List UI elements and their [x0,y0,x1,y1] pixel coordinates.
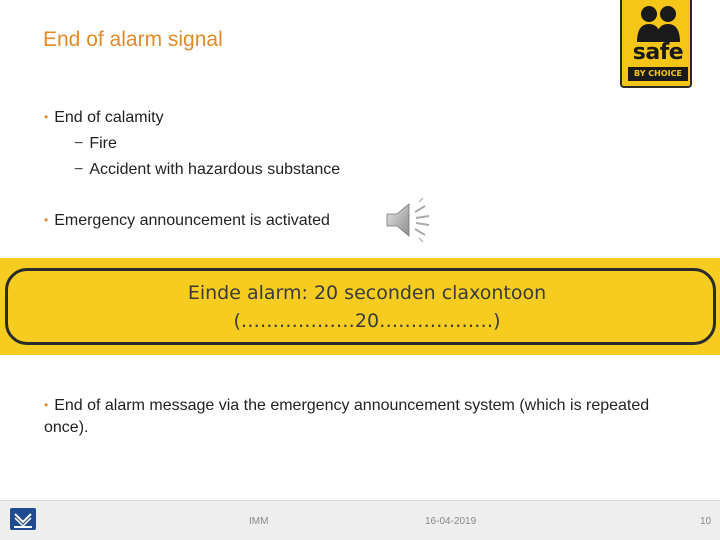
logo-tagline: BY CHOICE [628,67,688,81]
page-number: 10 [700,516,712,527]
bullet-item: • Emergency announcement is activated [44,212,330,229]
bullet-icon: • [44,213,49,227]
footer-org: IMM [249,516,269,527]
people-icon [622,2,692,42]
speaker-audio-icon[interactable] [385,196,435,244]
footer-bar [0,500,720,540]
bullet-item: • End of calamity [44,109,164,126]
sub-item: − Fire [74,135,117,152]
safe-by-choice-logo [620,0,692,88]
bullet-icon: • [44,398,49,412]
banner-line-2: (………………20………………) [233,310,501,332]
dash-icon: − [74,161,84,178]
bullet-item: • End of alarm message via the emergency announcement system (which is repeated once). [44,397,650,436]
alarm-banner-frame [5,268,716,345]
sub-item: − Accident with hazardous substance [74,161,341,178]
banner-line-1: Einde alarm: 20 seconden claxontoon [187,282,547,304]
slide-title: End of alarm signal [43,28,223,51]
bullet-icon: • [44,110,49,124]
logo-word: safe [632,40,684,65]
dash-icon: − [74,135,84,152]
footer-date: 16-04-2019 [425,516,477,527]
yara-logo-icon [10,508,36,530]
